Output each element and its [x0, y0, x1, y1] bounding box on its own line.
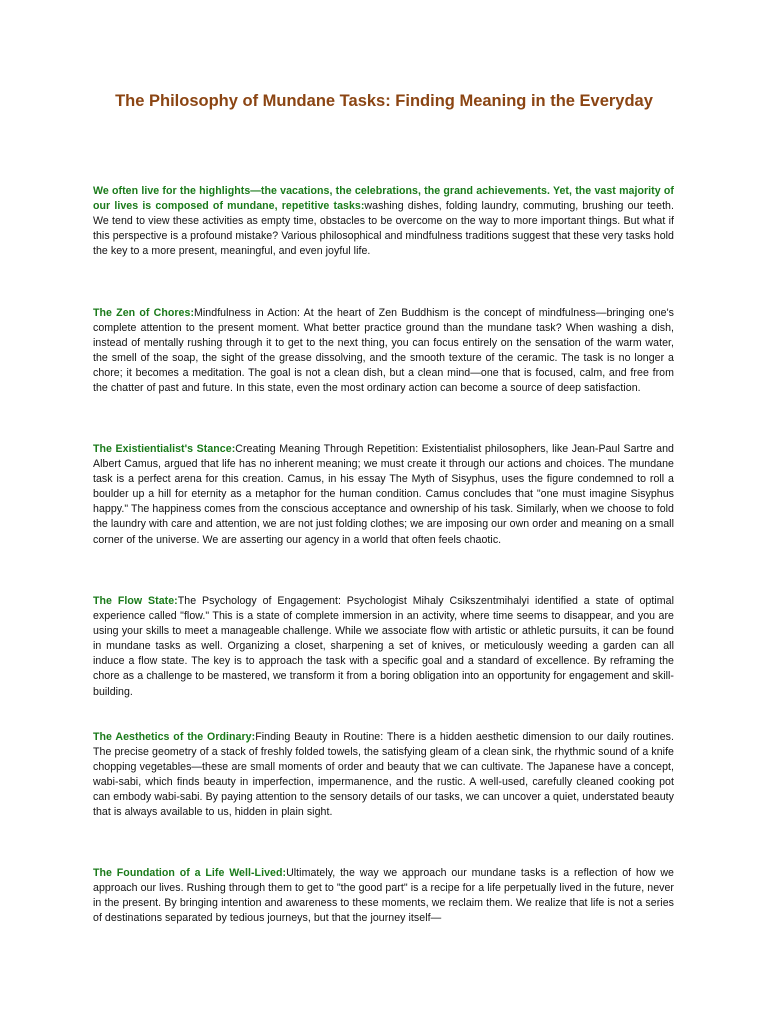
section-zen-of-chores: [93, 306, 674, 397]
section-body: Ultimately, the way we approach our mundane tasks is a reflection of how we approach our lives. Rushing through them to get to "the good part" is a recipe for a life perpetually lived in the future, never in the present. By bringing intention and awareness to these moments, we reclaim them. We realize that life is not a series of destinations separated by tedious journeys, but that the journey itself—: [93, 867, 674, 925]
intro-body: washing dishes, folding laundry, commuting, brushing our teeth. We tend to view these activities as empty time, obstacles to be overcome on the way to more important things. But what if this perspective is a profound mistake? Various philosophical and mindfulness traditions suggest that these very tasks hold the key to a more present, meaningful, and even joyful life.: [93, 200, 674, 258]
document-title: The Philosophy of Mundane Tasks: Finding Meaning in the Everyday: [115, 92, 653, 110]
intro-lead: We often live for the highlights—the vacations, the celebrations, the grand achievements. Yet, the vast majority of our lives is composed of mundane, repetitive tasks:: [93, 185, 674, 213]
section-aesthetics-ordinary: [93, 730, 674, 821]
section-heading: The Foundation of a Life Well-Lived:: [93, 867, 287, 879]
section-flow-state: [93, 594, 674, 700]
section-heading: The Aesthetics of the Ordinary:: [93, 731, 256, 743]
section-heading: The Zen of Chores:: [93, 307, 195, 319]
section-heading: The Existientialist's Stance:: [93, 443, 236, 455]
section-existentialist-stance: [93, 442, 674, 548]
section-heading: The Flow State:: [93, 595, 178, 607]
section-body: Mindfulness in Action: At the heart of Zen Buddhism is the concept of mindfulness—bringing one's complete attention to the present moment. What better practice ground than the mundane task? When washing a dish, instead of mentally rushing through it to get to the next thing, you can focus entirely on the sensation of the warm water, the smell of the soap, the sight of the grease dissolving, and the smooth texture of the ceramic. The task is no longer a chore; it becomes a meditation. The goal is not a clean dish, but a clean mind—one that is focused, calm, and free from the chatter of past and future. In this state, even the most ordinary action can become a source of deep satisfaction.: [93, 307, 674, 395]
section-foundation-life: [93, 866, 674, 926]
section-body: Creating Meaning Through Repetition: Existentialist philosophers, like Jean-Paul Sartre and Albert Camus, argued that life has no inherent meaning; we must create it through our actions and choices. The mundane task is a perfect arena for this creation. Camus, in his essay The Myth of Sisyphus, uses the figure condemned to roll a boulder up a hill for eternity as a metaphor for the human condition. Camus concludes that "one must imagine Sisyphus happy." The happiness comes from the conscious acceptance and ownership of his task. Similarly, when we choose to fold the laundry with care and attention, we are not just folding clothes; we are imposing our own order and meaning on a small corner of the universe. We are asserting our agency in a world that often feels chaotic.: [93, 443, 674, 546]
intro-paragraph: [93, 184, 674, 259]
section-body: The Psychology of Engagement: Psychologist Mihaly Csikszentmihalyi identified a state of optimal experience called "flow." This is a state of complete immersion in an activity, where time seems to disappear, and you are using your skills to meet a manageable challenge. While we associate flow with artistic or athletic pursuits, it can be found in mundane tasks as well. Organizing a closet, sharpening a set of knives, or meticulously weeding a garden can all induce a flow state. The key is to approach the task with a specific goal and a standard of excellence. By reframing the chore as a challenge to be mastered, we transform it from a boring obligation into an opportunity for engagement and skill-building.: [93, 595, 674, 698]
section-body: Finding Beauty in Routine: There is a hidden aesthetic dimension to our daily routines. The precise geometry of a stack of freshly folded towels, the satisfying gleam of a clean sink, the rhythmic sound of a knife chopping vegetables—these are small moments of order and beauty that we can cultivate. The Japanese have a concept, wabi-sabi, which finds beauty in imperfection, impermanence, and the rustic. A well-used, carefully cleaned cooking pot can embody wabi-sabi. By paying attention to the sensory details of our tasks, we can uncover a quiet, understated beauty that is always available to us, hidden in plain sight.: [93, 731, 674, 819]
